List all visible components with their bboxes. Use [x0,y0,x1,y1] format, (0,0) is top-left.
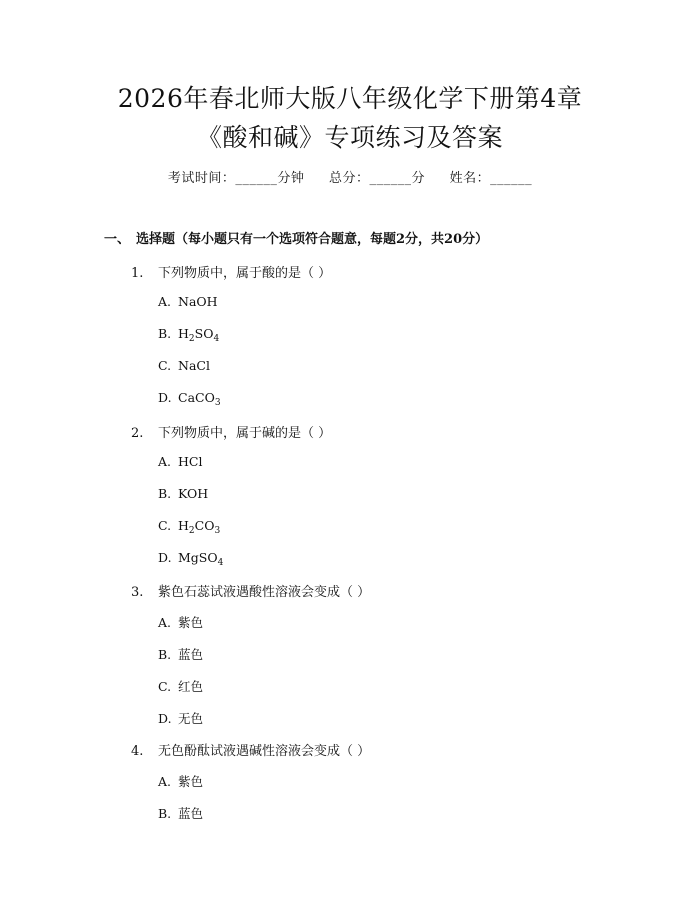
option-letter: D. [158,711,172,726]
option-2c [158,518,220,536]
title-line-2: 《酸和碱》专项练习及答案 [196,123,503,152]
option-text: 紫色 [178,615,204,630]
section-number: 一、 [104,232,131,247]
option-text: NaOH [178,294,218,309]
option-letter: A. [158,294,172,309]
option-text: H [178,518,189,533]
option-text-cont: CO [194,518,215,533]
option-text: NaCl [178,358,210,373]
option-text: 无色 [178,711,204,726]
question-number: 2. [131,426,144,441]
option-letter: B. [158,647,172,662]
question-2 [131,422,331,441]
option-4b [158,804,203,822]
option-4a [158,772,203,790]
option-letter: C. [158,518,172,533]
option-1b [158,326,219,344]
option-2b [158,486,208,501]
section-title: 选择题（每小题只有一个选项符合题意，每题2分，共20分） [136,232,489,247]
subscript: 3 [214,526,221,536]
exam-time-label: 考试时间：______分钟 [167,171,305,186]
option-1c [158,358,210,373]
option-letter: C. [158,679,172,694]
subscript: 3 [214,398,221,408]
option-letter: D. [158,390,172,405]
question-number: 3. [131,585,144,600]
question-text: 紫色石蕊试液遇酸性溶液会变成（ ） [158,585,371,600]
option-text: 红色 [178,679,204,694]
question-3 [131,581,370,600]
option-2a [158,454,202,469]
question-4 [131,740,370,759]
option-text: 蓝色 [178,647,204,662]
option-letter: A. [158,454,172,469]
subscript: 4 [217,558,224,568]
option-3c [158,677,203,695]
student-name-label: 姓名：______ [449,171,533,186]
question-text: 下列物质中，属于碱的是（ ） [158,426,332,441]
question-number: 4. [131,744,144,759]
option-2d [158,550,223,568]
option-letter: A. [158,615,172,630]
option-text: CaCO [178,390,215,405]
option-1a [158,294,218,309]
option-3d [158,709,203,727]
option-letter: C. [158,358,172,373]
question-text: 无色酚酞试液遇碱性溶液会变成（ ） [158,744,371,759]
question-text: 下列物质中，属于酸的是（ ） [158,266,332,281]
option-letter: B. [158,806,172,821]
option-letter: B. [158,326,172,341]
option-text: KOH [178,486,209,501]
option-text: 紫色 [178,774,204,789]
option-letter: A. [158,774,172,789]
option-text-cont: SO [194,326,214,341]
total-score-label: 总分：______分 [328,171,425,186]
section-heading [104,228,488,247]
option-text: H [178,326,189,341]
question-1 [131,262,331,281]
subscript: 2 [188,526,195,536]
option-letter: D. [158,550,172,565]
option-text: 蓝色 [178,806,204,821]
question-number: 1. [131,266,144,281]
exam-meta [0,167,700,186]
subscript: 2 [188,334,195,344]
option-1d [158,390,221,408]
option-3b [158,645,203,663]
option-3a [158,613,203,631]
option-letter: B. [158,486,172,501]
option-text: MgSO [178,550,218,565]
subscript: 4 [213,334,220,344]
option-text: HCl [178,454,203,469]
title-line-1: 2026年春北师大版八年级化学下册第4章 [117,84,583,113]
